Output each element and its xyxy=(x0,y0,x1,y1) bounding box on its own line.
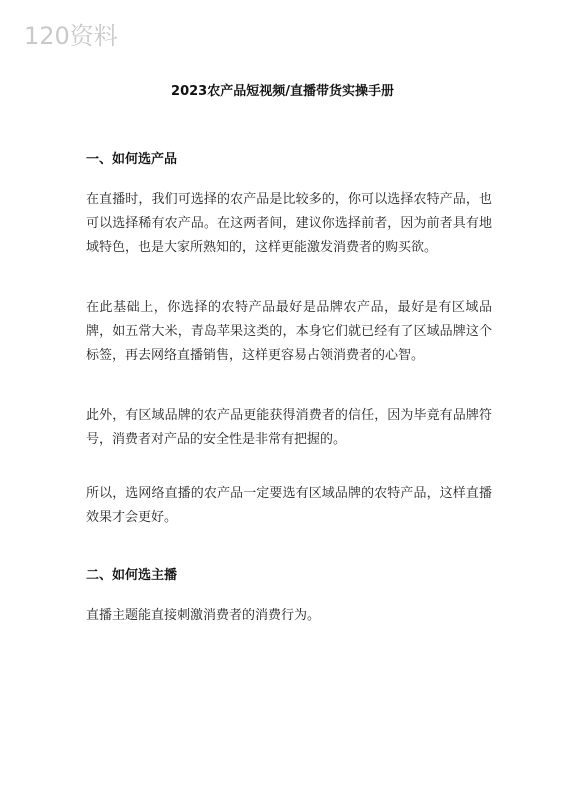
paragraph: 此外，有区域品牌的农产品更能获得消费者的信任，因为毕竟有品牌符号，消费者对产品的安全性是非常有把握的。 xyxy=(86,408,492,447)
paragraph: 直播主题能直接刺激消费者的消费行为。 xyxy=(86,608,321,623)
paragraph: 所以，选网络直播的农产品一定要选有区域品牌的农特产品，这样直播效果才会更好。 xyxy=(86,486,492,525)
watermark-logo: 120资料 xyxy=(24,22,118,50)
section-heading-products: 一、如何选产品 xyxy=(86,152,178,167)
section-heading-anchors: 二、如何选主播 xyxy=(86,568,178,583)
document-title: 2023农产品短视频/直播带货实操手册 xyxy=(171,84,394,99)
paragraph: 在此基础上，你选择的农特产品最好是品牌农产品，最好是有区域品牌，如五常大米，青岛苹果这类的，本身它们就已经有了区域品牌这个标签，再去网络直播销售，这样更容易占领消费者的心智。 xyxy=(86,300,492,363)
paragraph: 在直播时，我们可选择的农产品是比较多的，你可以选择农特产品，也可以选择稀有农产品。在这两者间，建议你选择前者，因为前者具有地域特色，也是大家所熟知的，这样更能激发消费者的购买欲。 xyxy=(86,192,492,255)
